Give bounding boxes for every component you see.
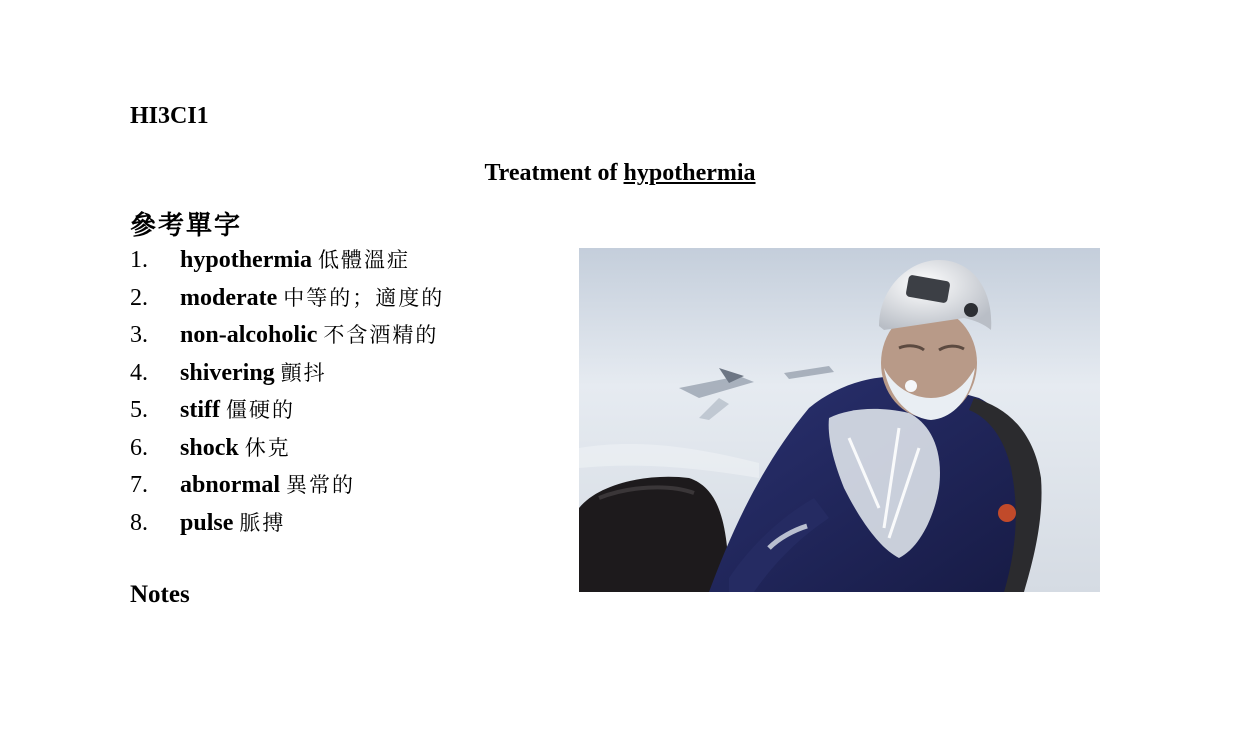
notes-heading: Notes <box>130 581 190 608</box>
document-code: HI3CI1 <box>130 103 209 129</box>
vocab-translation: 脈搏 <box>239 510 286 535</box>
vocab-item <box>130 468 444 506</box>
vocabulary-list <box>130 243 444 543</box>
vocab-translation: 異常的 <box>286 473 356 497</box>
vocab-item <box>130 506 444 544</box>
vocab-number: 8. <box>130 509 148 536</box>
vocab-term: moderate <box>180 284 278 311</box>
vocab-item <box>130 243 444 281</box>
vocab-term: pulse <box>180 509 234 536</box>
climber-photo <box>579 248 1100 592</box>
vocab-translation: 不含酒精的 <box>323 323 439 347</box>
vocab-term: stiff <box>180 397 220 423</box>
vocab-term: hypothermia <box>180 247 312 273</box>
vocab-item <box>130 356 444 394</box>
vocab-number: 1. <box>130 247 148 273</box>
vocab-term: shivering <box>180 359 275 386</box>
vocab-term: non-alcoholic <box>180 322 318 348</box>
vocab-number: 4. <box>130 359 148 386</box>
vocab-item <box>130 393 444 431</box>
vocab-translation: 顫抖 <box>280 360 327 385</box>
vocab-item <box>130 318 444 356</box>
vocab-number: 5. <box>130 397 148 423</box>
climber-illustration <box>579 248 1100 592</box>
vocab-translation: 低體溫症 <box>318 248 410 272</box>
vocab-term: abnormal <box>180 472 281 498</box>
vocab-translation: 中等的；適度的 <box>283 285 445 310</box>
vocab-number: 7. <box>130 472 148 498</box>
vocab-number: 3. <box>130 322 148 348</box>
vocab-number: 6. <box>130 434 148 461</box>
document-title <box>0 160 1240 187</box>
vocab-translation: 僵硬的 <box>225 398 295 422</box>
title-underlined-word: hypothermia <box>623 160 756 186</box>
vocabulary-heading: 參考單字 <box>130 211 243 241</box>
vocab-item <box>130 431 444 469</box>
vocab-item <box>130 281 444 319</box>
title-prefix: Treatment of <box>484 160 624 186</box>
vocab-term: shock <box>180 434 239 461</box>
vocab-translation: 休克 <box>244 435 291 460</box>
vocab-number: 2. <box>130 284 148 311</box>
